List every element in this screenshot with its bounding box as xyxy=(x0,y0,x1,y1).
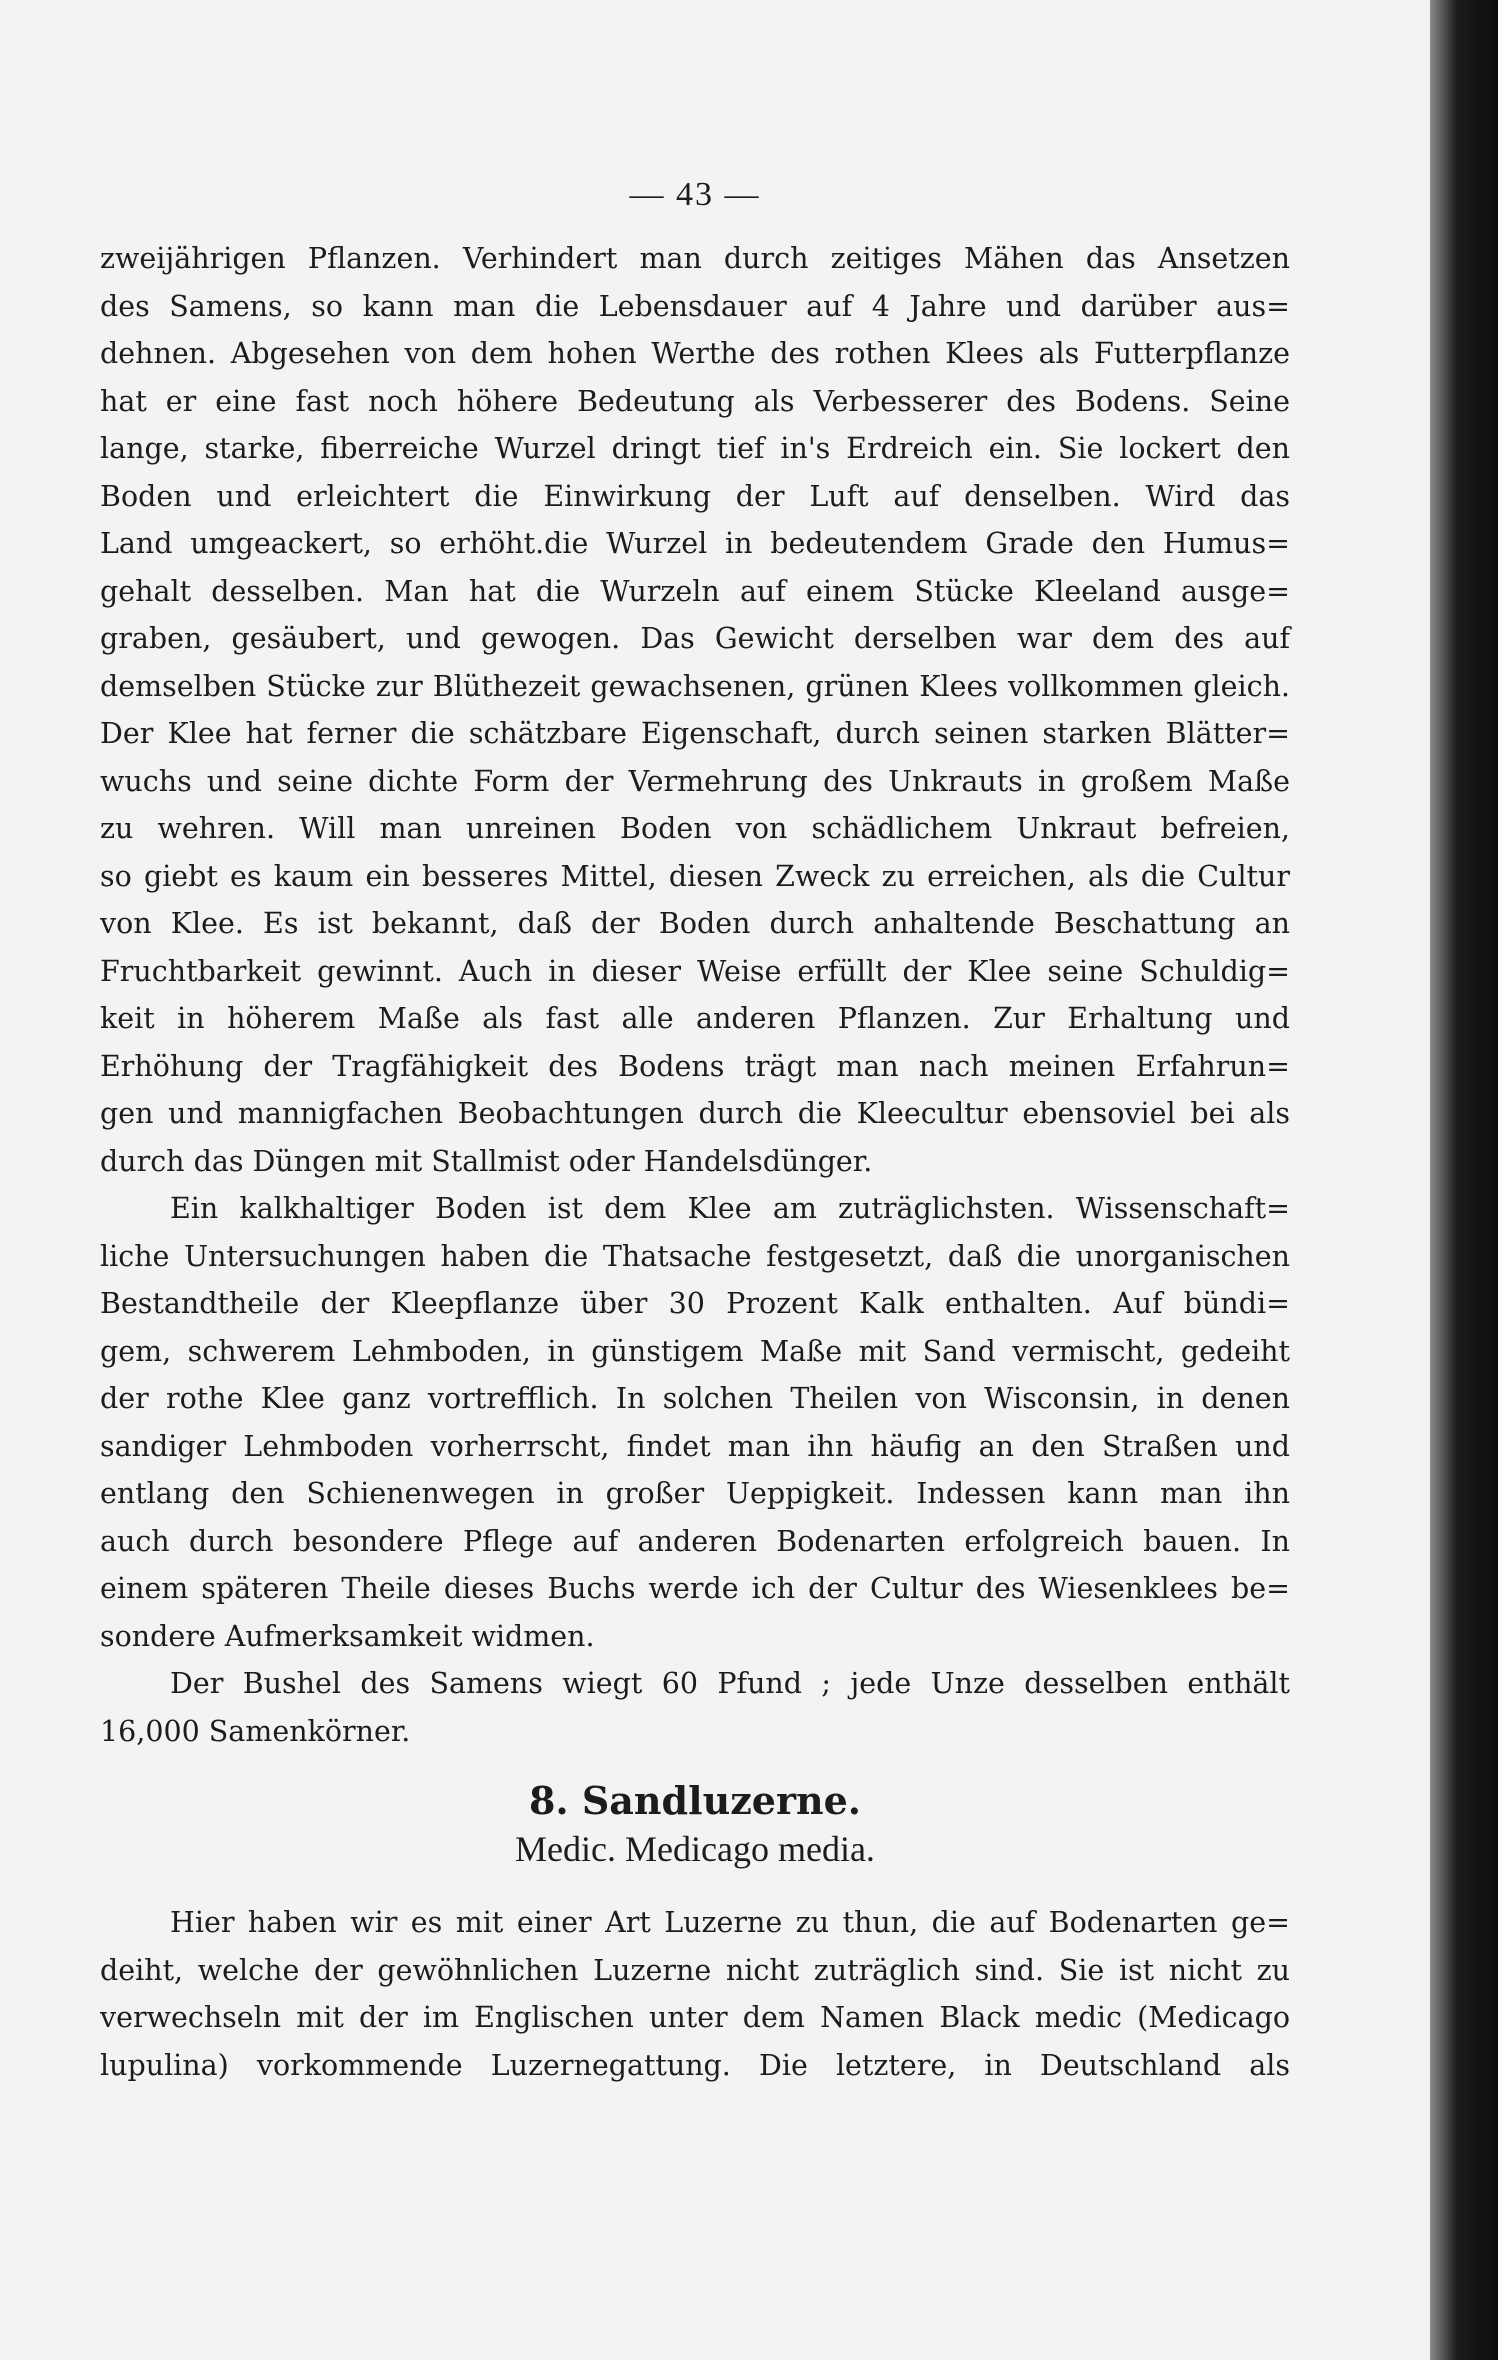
section-heading: 8. Sandluzerne. xyxy=(528,1778,862,1823)
text-line: sondere Aufmerksamkeit widmen. xyxy=(100,1619,595,1653)
text-line: sandiger Lehmboden vorherrscht, findet man ihn häufig an den Straßen und xyxy=(100,1429,1290,1463)
text-line: demselben Stücke zur Blüthezeit gewachsenen, grünen Klees vollkommen gleich. xyxy=(100,669,1290,703)
paragraph-seed-weight xyxy=(100,1660,1290,1755)
paragraph-sand-lucerne xyxy=(100,1899,1290,2089)
text-line: dehnen. Abgesehen von dem hohen Werthe des rothen Klees als Futterpflanze xyxy=(100,337,1290,370)
text-line: von Klee. Es ist bekannt, daß der Boden durch anhaltende Beschattung an xyxy=(100,907,1290,940)
text-line: Boden und erleichtert die Einwirkung der Luft auf denselben. Wird das xyxy=(100,479,1290,513)
paragraph-soil-requirements xyxy=(100,1185,1290,1660)
text-line: einem späteren Theile dieses Buchs werde ich der Cultur des Wiesenklees be= xyxy=(100,1572,1290,1605)
text-line: lupulina) vorkommende Luzernegattung. Die letztere, in Deutschland als xyxy=(100,2048,1290,2082)
text-line: Der Klee hat ferner die schätzbare Eigenschaft, durch seinen starken Blätter= xyxy=(100,717,1290,750)
text-line: gem, schwerem Lehmboden, in günstigem Maße mit Sand vermischt, gedeiht xyxy=(100,1334,1290,1368)
text-line: Hier haben wir es mit einer Art Luzerne zu thun, die auf Bodenarten ge= xyxy=(170,1906,1290,1939)
text-line: Der Bushel des Samens wiegt 60 Pfund ; jede Unze desselben enthält xyxy=(170,1667,1290,1700)
text-line: liche Untersuchungen haben die Thatsache festgesetzt, daß die unorganischen xyxy=(100,1239,1290,1273)
text-line: deiht, welche der gewöhnlichen Luzerne nicht zuträglich sind. Sie ist nicht zu xyxy=(100,1953,1290,1987)
text-line: gen und mannigfachen Beobachtungen durch die Kleecultur ebensoviel bei als xyxy=(100,1097,1290,1130)
text-line: Fruchtbarkeit gewinnt. Auch in dieser Weise erfüllt der Klee seine Schuldig= xyxy=(100,954,1290,988)
text-line: des Samens, so kann man die Lebensdauer auf 4 Jahre und darüber aus= xyxy=(100,289,1290,323)
text-line: durch das Düngen mit Stallmist oder Handelsdünger. xyxy=(100,1144,873,1178)
text-line: so giebt es kaum ein besseres Mittel, diesen Zweck zu erreichen, als die Cultur xyxy=(100,859,1290,893)
text-line: Land umgeackert, so erhöht.die Wurzel in bedeutendem Grade den Humus= xyxy=(100,527,1290,560)
text-line: 16,000 Samenkörner. xyxy=(100,1714,411,1748)
paragraph-clover-value xyxy=(100,235,1290,1185)
text-line: graben, gesäubert, und gewogen. Das Gewicht derselben war dem des auf xyxy=(100,622,1290,655)
text-line: lange, starke, fiberreiche Wurzel dringt tief in's Erdreich ein. Sie lockert den xyxy=(100,432,1290,465)
page-content xyxy=(100,175,1290,2089)
text-line: zu wehren. Will man unreinen Boden von schädlichem Unkraut befreien, xyxy=(100,812,1290,845)
text-line: gehalt desselben. Man hat die Wurzeln auf einem Stücke Kleeland ausge= xyxy=(100,574,1290,608)
text-line: Ein kalkhaltiger Boden ist dem Klee am zuträglichsten. Wissenschaft= xyxy=(170,1192,1290,1225)
text-line: auch durch besondere Pflege auf anderen Bodenarten erfolgreich bauen. In xyxy=(100,1524,1290,1558)
page-number: — 43 — xyxy=(629,176,761,213)
text-line: entlang den Schienenwegen in großer Ueppigkeit. Indessen kann man ihn xyxy=(100,1477,1290,1510)
page-shadow-edge xyxy=(1430,0,1498,2360)
text-line: der rothe Klee ganz vortrefflich. In solchen Theilen von Wisconsin, in denen xyxy=(100,1382,1290,1415)
text-line: wuchs und seine dichte Form der Vermehrung des Unkrauts in großem Maße xyxy=(100,764,1290,798)
text-line: verwechseln mit der im Englischen unter dem Namen Black medic (Medicago xyxy=(100,2001,1290,2034)
text-line: hat er eine fast noch höhere Bedeutung als Verbesserer des Bodens. Seine xyxy=(100,384,1290,418)
text-line: Bestandtheile der Kleepflanze über 30 Prozent Kalk enthalten. Auf bündi= xyxy=(100,1287,1290,1320)
text-line: zweijährigen Pflanzen. Verhindert man durch zeitiges Mähen das Ansetzen xyxy=(100,242,1290,275)
section-subheading: Medic. Medicago media. xyxy=(515,1829,875,1869)
text-line: Erhöhung der Tragfähigkeit des Bodens trägt man nach meinen Erfahrun= xyxy=(100,1049,1290,1083)
text-line: keit in höherem Maße als fast alle anderen Pflanzen. Zur Erhaltung und xyxy=(100,1002,1290,1035)
